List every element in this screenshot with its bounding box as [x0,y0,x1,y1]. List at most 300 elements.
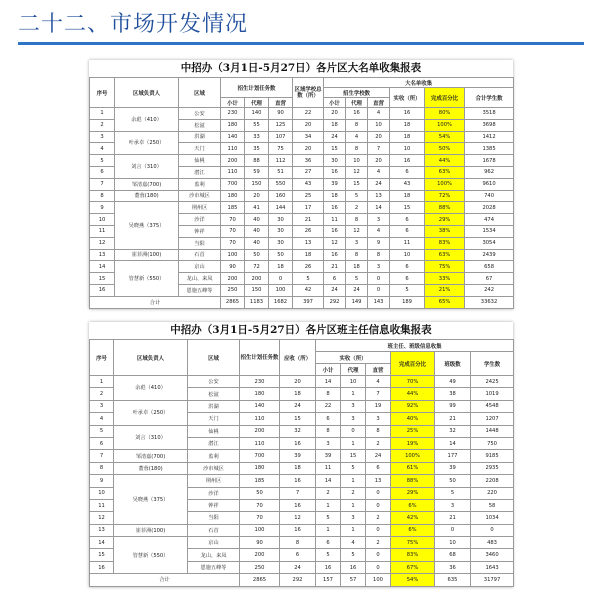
cell-value: 30 [269,225,293,237]
table-row [90,524,514,536]
cell-value: 125 [269,119,293,131]
cell-manager: 吴晓燕（375） [114,475,188,525]
table-row [90,249,514,261]
cell-region: 天门 [179,143,221,155]
total-value: 1682 [269,296,293,308]
cell-pct: 50% [425,143,465,155]
report-title: 中招办（3月1日-5月27日）各片区大名单收集报表 [180,62,422,74]
cell-value: 0 [366,549,391,561]
cell-value: 4 [368,108,390,120]
cell-value: 110 [240,437,280,449]
cell-value: 16 [324,202,346,214]
col-header-plan: 招生计划任务数 [240,340,280,376]
cell-manager: 董蓉(180) [115,190,179,202]
total-row [90,296,514,308]
cell-value: 0 [435,524,471,536]
cell-value: 33 [245,131,269,143]
name-list-table [89,77,514,309]
report-card-teacher-info [89,322,513,587]
col-header-region: 区域 [188,340,240,376]
cell-value: 3054 [465,237,514,249]
cell-value: 177 [435,450,471,462]
cell-value: 1034 [471,512,514,524]
cell-seq: 6 [90,166,115,178]
report-title: 中招办（3月1日-5月27日）各片区班主任信息收集报表 [170,324,432,336]
cell-value: 740 [465,190,514,202]
cell-value: 5 [390,284,425,296]
cell-value: 3 [346,237,368,249]
cell-region: 仙桃 [179,155,221,167]
cell-value: 6 [390,273,425,285]
cell-value: 16 [346,108,368,120]
cell-value: 14 [368,202,390,214]
cell-seq: 5 [90,425,114,437]
col-header-plan: 招生计划任务数 [221,78,293,98]
cell-value: 8 [316,388,341,400]
cell-value: 3 [366,413,391,425]
total-value: 33632 [465,296,514,308]
cell-value: 16 [280,524,316,536]
cell-value: 40 [245,225,269,237]
cell-value: 22 [293,108,324,120]
cell-value: 200 [221,155,245,167]
cell-value: 4 [341,537,366,549]
cell-seq: 2 [90,119,115,131]
cell-seq: 1 [90,376,114,388]
cell-value: 1643 [471,561,514,573]
col-header-actual: 实收（所） [390,88,425,108]
cell-value: 3 [435,499,471,511]
cell-value: 20 [368,155,390,167]
cell-pct: 100% [425,178,465,190]
cell-value: 3698 [465,119,514,131]
col-header-students: 学生数 [471,352,514,376]
cell-manager: 邹清嘉(700) [115,178,179,190]
cell-value: 3460 [471,549,514,561]
cell-value: 16 [280,499,316,511]
cell-value: 10 [390,249,425,261]
cell-value: 16 [390,155,425,167]
cell-pct: 63% [425,249,465,261]
cell-value: 1678 [465,155,514,167]
cell-value: 180 [240,462,280,474]
cell-region: 潜江 [179,166,221,178]
cell-value: 35 [245,143,269,155]
cell-value: 242 [465,284,514,296]
report-card-name-list [89,60,513,309]
total-pct: 54% [391,574,435,586]
cell-region: 龙山、来凤 [188,549,240,561]
cell-manager: 叶承卓（250） [114,400,188,425]
cell-region: 洪湖 [179,131,221,143]
total-value: 100 [366,574,391,586]
cell-value: 39 [435,462,471,474]
cell-value: 18 [390,131,425,143]
cell-value: 30 [324,155,346,167]
cell-value: 200 [245,273,269,285]
cell-seq: 3 [90,131,115,143]
cell-value: 1 [341,388,366,400]
cell-value: 474 [465,214,514,226]
cell-value: 24 [324,284,346,296]
cell-value: 15 [341,450,366,462]
cell-value: 90 [240,537,280,549]
cell-region: 沙洋 [179,214,221,226]
cell-value: 2 [346,202,368,214]
col-header-manager: 区域负责人 [115,78,179,108]
cell-value: 2 [341,487,366,499]
cell-region: 公安 [179,108,221,120]
col-header-pct: 完成百分比 [391,352,435,376]
cell-value: 10 [435,537,471,549]
cell-value: 50 [269,249,293,261]
cell-seq: 10 [90,487,114,499]
cell-seq: 5 [90,155,115,167]
cell-value: 70 [221,214,245,226]
cell-seq: 7 [90,450,114,462]
cell-value: 11 [324,214,346,226]
cell-value: 0 [368,284,390,296]
cell-value: 2028 [465,202,514,214]
cell-value: 220 [471,487,514,499]
cell-value: 6 [390,261,425,273]
cell-value: 112 [269,155,293,167]
cell-value: 230 [221,108,245,120]
total-value: 397 [293,296,324,308]
cell-seq: 13 [90,524,114,536]
cell-value: 9185 [471,450,514,462]
total-value: 292 [280,574,316,586]
cell-value: 0 [366,524,391,536]
col-header-seq: 序号 [90,78,115,108]
cell-value: 16 [324,225,346,237]
cell-pct: 19% [391,437,435,449]
cell-pct: 100% [391,450,435,462]
cell-value: 0 [269,273,293,285]
cell-value: 24 [280,400,316,412]
table-row [90,261,514,273]
cell-value: 21 [293,214,324,226]
cell-value: 8 [346,119,368,131]
cell-value: 0 [341,425,366,437]
cell-value: 5 [346,273,368,285]
table-row [90,190,514,202]
cell-value: 6 [316,413,341,425]
cell-pct: 72% [425,190,465,202]
table-row [90,475,514,487]
table-row [90,462,514,474]
cell-value: 185 [240,475,280,487]
cell-region: 沙市城区 [188,462,240,474]
cell-value: 700 [221,178,245,190]
cell-value: 0 [366,499,391,511]
cell-seq: 12 [90,512,114,524]
cell-manager: 董蓉(180) [114,462,188,474]
cell-value: 180 [221,190,245,202]
col-header-sign: 招生学校数 [324,88,390,98]
cell-pct: 88% [391,475,435,487]
cell-value: 18 [390,190,425,202]
cell-value: 16 [280,437,316,449]
cell-value: 14 [435,437,471,449]
cell-pct: 40% [391,413,435,425]
cell-value: 4 [366,376,391,388]
col-header-seq: 序号 [90,340,114,376]
cell-region: 恩施五峰等 [188,561,240,573]
cell-region: 龙山、来凤 [179,273,221,285]
cell-value: 2425 [471,376,514,388]
cell-value: 21 [435,512,471,524]
cell-value: 483 [471,537,514,549]
cell-value: 50 [240,487,280,499]
cell-manager: 邹清嘉(700) [114,450,188,462]
cell-manager: 叶承卓（250） [115,131,179,155]
cell-value: 39 [324,178,346,190]
col-header-students: 合计学生数 [465,88,514,108]
cell-value: 50 [245,249,269,261]
col-header-agent: 代理 [341,364,366,376]
table-row [90,108,514,120]
cell-value: 110 [221,166,245,178]
cell-value: 2439 [465,249,514,261]
cell-value: 160 [269,190,293,202]
cell-value: 3518 [465,108,514,120]
cell-seq: 10 [90,214,115,226]
cell-value: 9 [368,237,390,249]
cell-region: 松滋 [188,388,240,400]
cell-value: 16 [316,561,341,573]
cell-value: 7 [366,388,391,400]
cell-value: 8 [346,214,368,226]
total-value: 57 [341,574,366,586]
cell-value: 68 [435,549,471,561]
cell-value: 36 [293,155,324,167]
cell-value: 70 [221,237,245,249]
cell-value: 1 [316,524,341,536]
cell-value: 75 [269,143,293,155]
cell-pct: 25% [391,425,435,437]
cell-seq: 3 [90,400,114,412]
cell-value: 5 [316,549,341,561]
cell-manager: 崔菲洲(100) [114,524,188,536]
cell-value: 5 [435,487,471,499]
cell-value: 150 [245,178,269,190]
cell-value: 9610 [465,178,514,190]
cell-value: 20 [293,143,324,155]
table-row [90,202,514,214]
cell-seq: 6 [90,437,114,449]
col-header-direct: 直营 [366,364,391,376]
cell-value: 59 [245,166,269,178]
cell-value: 0 [366,487,391,499]
cell-region: 恩施五峰等 [179,284,221,296]
cell-value: 22 [316,400,341,412]
cell-value: 6 [324,273,346,285]
cell-value: 100 [240,524,280,536]
cell-value: 24 [346,284,368,296]
cell-manager: 管慧新（550） [115,261,179,296]
col-header-classes: 班级数 [435,352,471,376]
cell-value: 16 [280,475,316,487]
cell-value: 21 [324,261,346,273]
cell-pct: 61% [391,462,435,474]
cell-value: 7 [368,143,390,155]
cell-value: 32 [280,425,316,437]
total-value: 1183 [245,296,269,308]
cell-value: 4 [368,225,390,237]
total-value: 292 [324,296,346,308]
cell-value: 10 [368,119,390,131]
cell-value: 7 [280,487,316,499]
cell-value: 30 [269,214,293,226]
cell-value: 14 [316,376,341,388]
cell-value: 5 [316,512,341,524]
cell-value: 8 [346,143,368,155]
cell-seq: 15 [90,273,115,285]
cell-value: 50 [435,475,471,487]
cell-value: 20 [280,376,316,388]
cell-value: 1534 [465,225,514,237]
cell-value: 40 [245,237,269,249]
cell-value: 24 [280,561,316,573]
cell-value: 67 [465,273,514,285]
cell-value: 25 [293,190,324,202]
cell-pct: 38% [425,225,465,237]
cell-value: 26 [293,225,324,237]
cell-value: 2 [366,512,391,524]
cell-region: 潜江 [188,437,240,449]
cell-value: 55 [245,119,269,131]
cell-value: 12 [346,166,368,178]
cell-value: 150 [245,284,269,296]
cell-region: 京山 [188,537,240,549]
cell-value: 1 [341,524,366,536]
cell-seq: 7 [90,178,115,190]
total-value: 157 [316,574,341,586]
total-label: 合计 [90,574,240,586]
cell-value: 70 [221,225,245,237]
cell-value: 230 [240,376,280,388]
col-header-info: 班主任、班级信息收集 [316,340,514,352]
cell-region: 钟祥 [179,225,221,237]
cell-value: 144 [269,202,293,214]
table-row [90,376,514,388]
cell-seq: 12 [90,237,115,249]
col-header-schools-total: 区域学校总数（所） [293,78,324,108]
cell-value: 6 [390,214,425,226]
page-title: 二十二、市场开发情况 [18,12,249,37]
cell-pct: 21% [425,284,465,296]
cell-seq: 4 [90,413,114,425]
cell-value: 250 [221,284,245,296]
table-row [90,425,514,437]
cell-value: 34 [293,131,324,143]
cell-region: 荆州区 [188,475,240,487]
cell-value: 26 [293,261,324,273]
cell-value: 10 [341,376,366,388]
cell-value: 43 [390,178,425,190]
cell-value: 15 [280,413,316,425]
cell-value: 250 [240,561,280,573]
cell-value: 14 [316,475,341,487]
cell-value: 17 [293,202,324,214]
cell-pct: 70% [391,376,435,388]
col-header-pct: 完成百分比 [425,88,465,108]
cell-pct: 54% [425,131,465,143]
cell-pct: 33% [425,273,465,285]
cell-value: 6 [366,462,391,474]
cell-value: 0 [366,561,391,573]
cell-value: 43 [293,178,324,190]
cell-value: 24 [368,178,390,190]
cell-value: 140 [221,131,245,143]
cell-value: 700 [240,450,280,462]
cell-seq: 9 [90,202,115,214]
cell-value: 180 [221,119,245,131]
cell-value: 16 [324,166,346,178]
cell-seq: 2 [90,388,114,400]
cell-value: 12 [324,237,346,249]
cell-value: 20 [368,131,390,143]
cell-value: 20 [293,119,324,131]
cell-pct: 83% [391,549,435,561]
cell-value: 3 [341,400,366,412]
cell-value: 72 [245,261,269,273]
cell-pct: 63% [425,166,465,178]
cell-value: 13 [368,190,390,202]
cell-value: 39 [316,450,341,462]
cell-value: 2 [366,437,391,449]
cell-seq: 11 [90,499,114,511]
cell-value: 18 [280,462,316,474]
cell-manager: 崔菲洲(100) [115,249,179,261]
cell-value: 2935 [471,462,514,474]
total-value: 189 [390,296,425,308]
cell-value: 1 [341,499,366,511]
total-value: 2865 [221,296,245,308]
cell-region: 沙市城区 [179,190,221,202]
cell-seq: 16 [90,284,115,296]
cell-manager: 刘言（310） [115,155,179,179]
cell-value: 5 [341,549,366,561]
cell-value: 5 [293,273,324,285]
cell-value: 18 [280,388,316,400]
cell-value: 6 [390,225,425,237]
table-row [90,537,514,549]
cell-pct: 75% [391,537,435,549]
cell-value: 24 [366,450,391,462]
cell-value: 27 [293,166,324,178]
cell-pct: 44% [425,155,465,167]
col-header-region: 区域 [179,78,221,108]
table-row [90,155,514,167]
col-header-actual-group: 实收（所） [316,352,391,364]
cell-seq: 8 [90,190,115,202]
cell-value: 5 [346,190,368,202]
col-header-should: 应收（所） [280,340,316,376]
cell-value: 100 [269,284,293,296]
cell-value: 1448 [471,425,514,437]
cell-value: 99 [435,400,471,412]
cell-pct: 6% [391,499,435,511]
cell-value: 0 [471,524,514,536]
cell-seq: 16 [90,561,114,573]
cell-value: 180 [240,388,280,400]
cell-pct: 44% [391,388,435,400]
cell-value: 5 [341,462,366,474]
cell-value: 88 [245,155,269,167]
cell-seq: 8 [90,462,114,474]
